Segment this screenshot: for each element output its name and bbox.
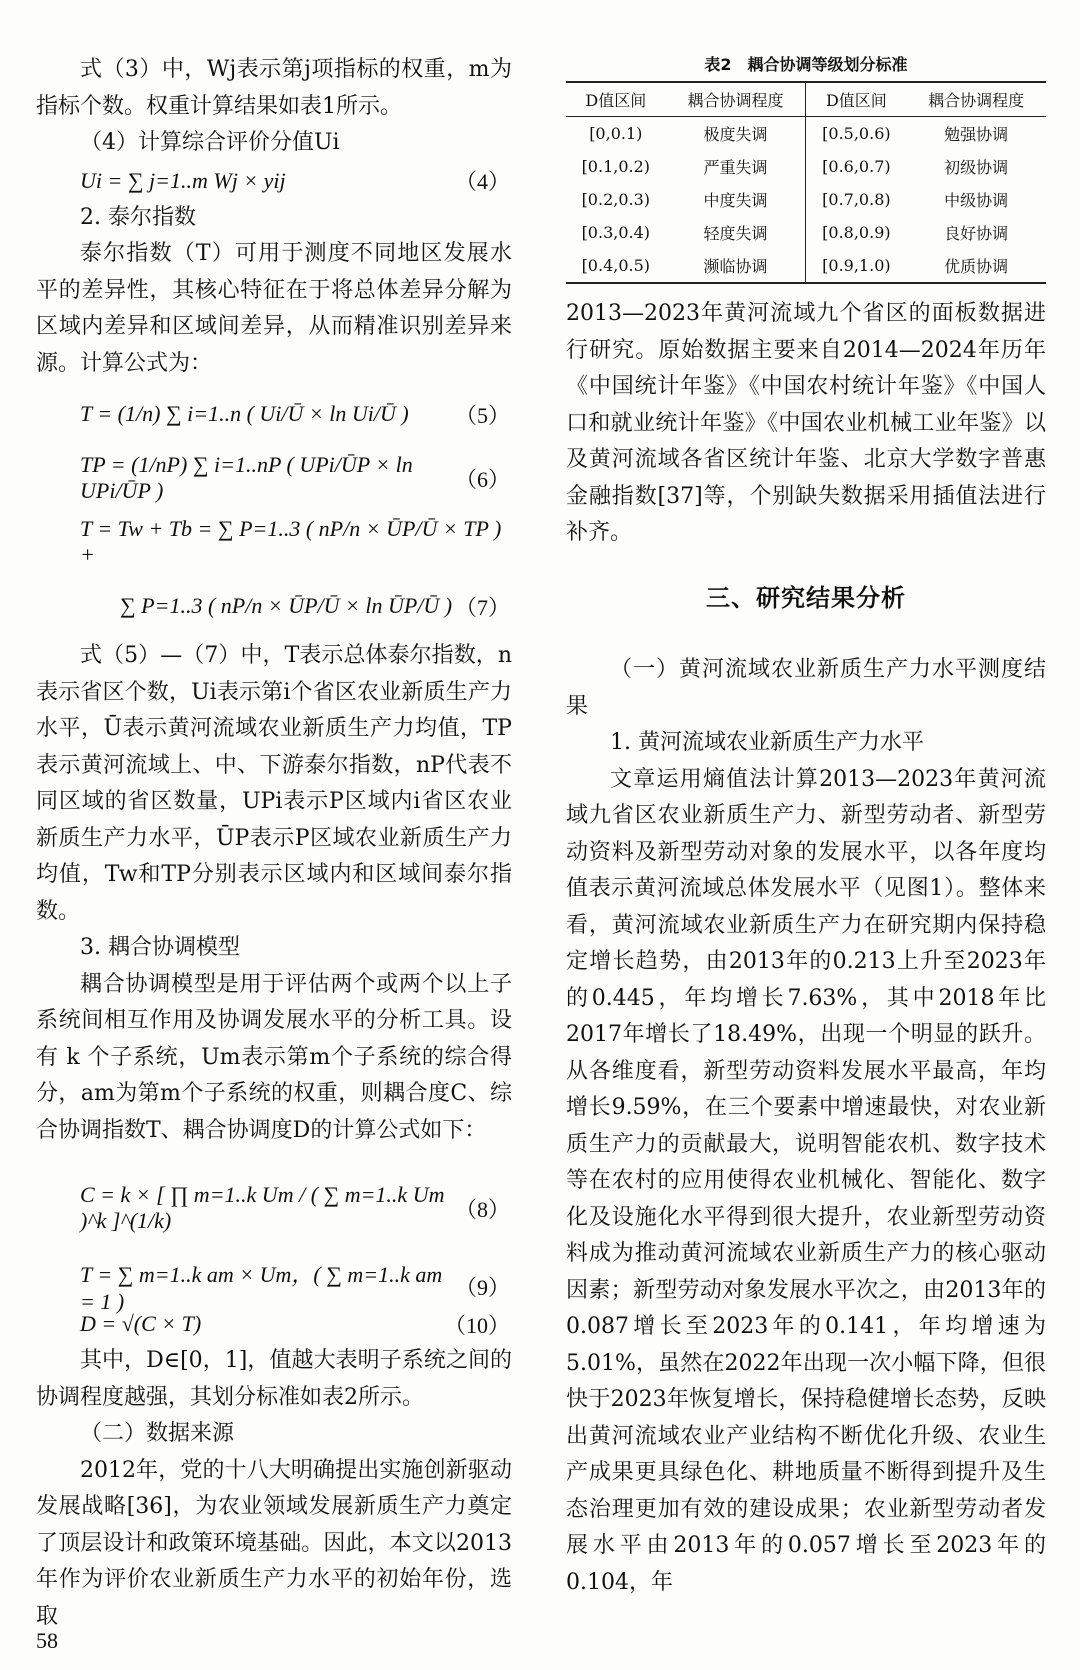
- heading-theil-index: 2. 泰尔指数: [80, 204, 196, 230]
- table-cell: [0,0.1): [589, 124, 643, 143]
- heading-data-source: （二）数据来源: [80, 1421, 235, 1446]
- heading-coupling-model: 3. 耦合协调模型: [80, 935, 240, 960]
- spacer: [566, 552, 1046, 580]
- equation-4-body: Ui = ∑ j=1..m Wj × yij: [80, 167, 286, 193]
- left-column: [36, 52, 512, 1635]
- paragraph-weights: 式（3）中，Wj表示第j项指标的权重，m为指标个数。权重计算结果如表1所示。: [36, 57, 512, 119]
- page-number: 58: [36, 1628, 58, 1653]
- equation-7-body-1: T = Tw + Tb = ∑ P=1..3 ( nP/n × ŪP/Ū × TP ) +: [80, 516, 502, 567]
- paragraph-results: 文章运用熵值法计算2013—2023年黄河流域九省区农业新质生产力、新型劳动者、新型劳动资料及新型劳动对象的发展水平，以各年度均值表示黄河流域总体发展水平（见图1）。整体来看，黄河流域农业新质生产力在研究期内保持稳定增长趋势，由2013年的0.213上升至2023年的0.445，年均增长7.63%，其中2018年比2017年增长了18.49%，出现一个明显的跃升。从各维度看，新型劳动资料发展水平最高，年均增长9.59%，在三个要素中增速最快，对农业新质生产力的贡献最大，说明智能农机、数字技术等在农村的应用使得农业机械化、智能化、数字化及设施化水平得到很大提升，农业新型劳动资料成为推动黄河流域农业新质生产力的核心驱动因素；新型劳动对象发展水平次之，由2013年的0.087增长至2023年的0.141，年均增速为5.01%，虽然在2022年出现一次小幅下降，但很快于2023年恢复增长，保持稳健增长态势，反映出黄河流域农业产业结构不断优化升级、农业生产成果更具绿色化、耕地质量不断得到提升及生态治理更加有效的建设成果；农业新型劳动者发展水平由2013年的0.057增长至2023年的0.104，年: [566, 766, 1046, 1595]
- equation-9-number: （9）: [454, 1274, 510, 1300]
- table-cell: [0.5,0.6): [822, 124, 891, 143]
- equation-6: [36, 446, 512, 510]
- paragraph-coupling: 耦合协调模型是用于评估两个或两个以上子系统间相互作用及协调发展水平的分析工具。设有 k 个子系统，Um表示第m个子系统的综合得分，am为第m个子系统的权重，则耦合度C、综合协调指数T、耦合协调度D的计算公式如下：: [36, 971, 512, 1143]
- table-cell: 初级协调: [944, 158, 1009, 177]
- table-cell: 轻度失调: [666, 216, 806, 249]
- equation-7-number: （7）: [454, 594, 510, 620]
- equation-8: [36, 1149, 512, 1267]
- equation-5-number: （5）: [454, 402, 510, 428]
- table-2-caption: 表2 耦合协调等级划分标准: [704, 55, 908, 74]
- paragraph-theil-explanation: 式（5）—（7）中，T表示总体泰尔指数，n表示省区个数，Ui表示第i个省区农业新质生产力水平，Ū表示黄河流域农业新质生产力均值，TP表示黄河流域上、中、下游泰尔指数，nP代表不同区域的省区数量，UPi表示P区域内i省区农业新质生产力水平，ŪP表示P区域农业新质生产力均值，Tw和TP分别表示区域内和区域间泰尔指数。: [36, 643, 512, 924]
- equation-5-body: T = (1/n) ∑ i=1..n ( Ui/Ū × ln Ui/Ū ): [80, 401, 409, 426]
- heading-composite-score: （4）计算综合评价分值Ui: [80, 130, 340, 155]
- table-header-cell: D值区间: [585, 91, 647, 110]
- subsection-heading: （一）黄河流域农业新质生产力水平测度结果: [566, 657, 1046, 719]
- spacer: [566, 616, 1046, 652]
- equation-9: [36, 1261, 512, 1314]
- table-cell: [0.8,0.9): [822, 223, 891, 242]
- section-title: 三、研究结果分析: [706, 583, 906, 612]
- paragraph-data-continued: 2013—2023年黄河流域九个省区的面板数据进行研究。原始数据主要来自2014—2024年历年《中国统计年鉴》《中国农村统计年鉴》《中国人口和就业统计年鉴》《中国农业机械工业年鉴》以及黄河流域各省区统计年鉴、北京大学数字普惠金融指数[37]等，个别缺失数据采用插值法进行补齐。: [566, 301, 1046, 545]
- table-cell: [0.1,0.2): [581, 157, 651, 176]
- table-cell: 勉强协调: [944, 125, 1009, 144]
- table-row: [566, 216, 1046, 249]
- table-header-cell: 耦合协调程度: [928, 91, 1025, 110]
- table-cell: 中级协调: [944, 191, 1009, 210]
- equation-8-body: C = k × [ ∏ m=1..k Um / ( ∑ m=1..k Um )^k ]^(1/k): [80, 1182, 445, 1233]
- table-row: [566, 117, 1046, 151]
- table-cell: 优质协调: [944, 257, 1009, 276]
- heading-productivity-level: 1. 黄河流域农业新质生产力水平: [610, 730, 924, 755]
- table-cell: 极度失调: [666, 117, 806, 151]
- table-cell: [0.9,1.0): [822, 256, 891, 275]
- table-cell: 中度失调: [666, 183, 806, 216]
- table-header-cell: D值区间: [825, 91, 887, 110]
- table-cell: 濒临协调: [666, 249, 806, 283]
- equation-6-body: TP = (1/nP) ∑ i=1..nP ( UPi/ŪP × ln UPi/ŪP ): [80, 452, 413, 503]
- table-header-cell: 耦合协调程度: [666, 82, 806, 117]
- table-cell: [0.3,0.4): [581, 223, 651, 242]
- table-row: [566, 183, 1046, 216]
- right-column: [566, 52, 1046, 1601]
- paragraph-theil: 泰尔指数（T）可用于测度不同地区发展水平的差异性，其核心特征在于将总体差异分解为区域内差异和区域间差异，从而精准识别差异来源。计算公式为：: [36, 241, 512, 376]
- equation-7-line-2: [36, 574, 512, 638]
- table-cell: [0.4,0.5): [581, 256, 651, 275]
- table-cell: [0.6,0.7): [822, 157, 891, 176]
- equation-4-number: （4）: [454, 169, 510, 194]
- table-cell: 严重失调: [666, 150, 806, 183]
- equation-10-body: D = √(C × T): [80, 1311, 202, 1336]
- equation-6-number: （6）: [454, 466, 510, 492]
- table-cell: [0.7,0.8): [822, 190, 891, 209]
- equation-10-number: （10）: [443, 1312, 510, 1338]
- equation-4: [36, 162, 512, 200]
- paragraph-d-range: 其中，D∈[0，1]，值越大表明子系统之间的协调程度越强，其划分标准如表2所示。: [36, 1348, 512, 1410]
- equation-8-number: （8）: [454, 1196, 510, 1222]
- paragraph-data-source: 2012年，党的十八大明确提出实施创新驱动发展战略[36]，为农业领域发展新质生产力奠定了顶层设计和政策环境基础。因此，本文以2013年作为评价农业新质生产力水平的初始年份，选取: [36, 1457, 512, 1629]
- equation-9-body: T = ∑ m=1..k am × Um，( ∑ m=1..k am = 1 ): [80, 1261, 443, 1314]
- equation-7-line-1: [36, 510, 512, 574]
- table-row: [566, 150, 1046, 183]
- table-row: [566, 249, 1046, 283]
- equation-5: [36, 382, 512, 446]
- table-header-row: [566, 82, 1046, 117]
- table-cell: 良好协调: [944, 224, 1009, 243]
- table-cell: [0.2,0.3): [581, 190, 651, 209]
- table-2: [566, 81, 1046, 284]
- equation-7-body-2: ∑ P=1..3 ( nP/n × ŪP/Ū × ln ŪP/Ū ): [120, 593, 453, 618]
